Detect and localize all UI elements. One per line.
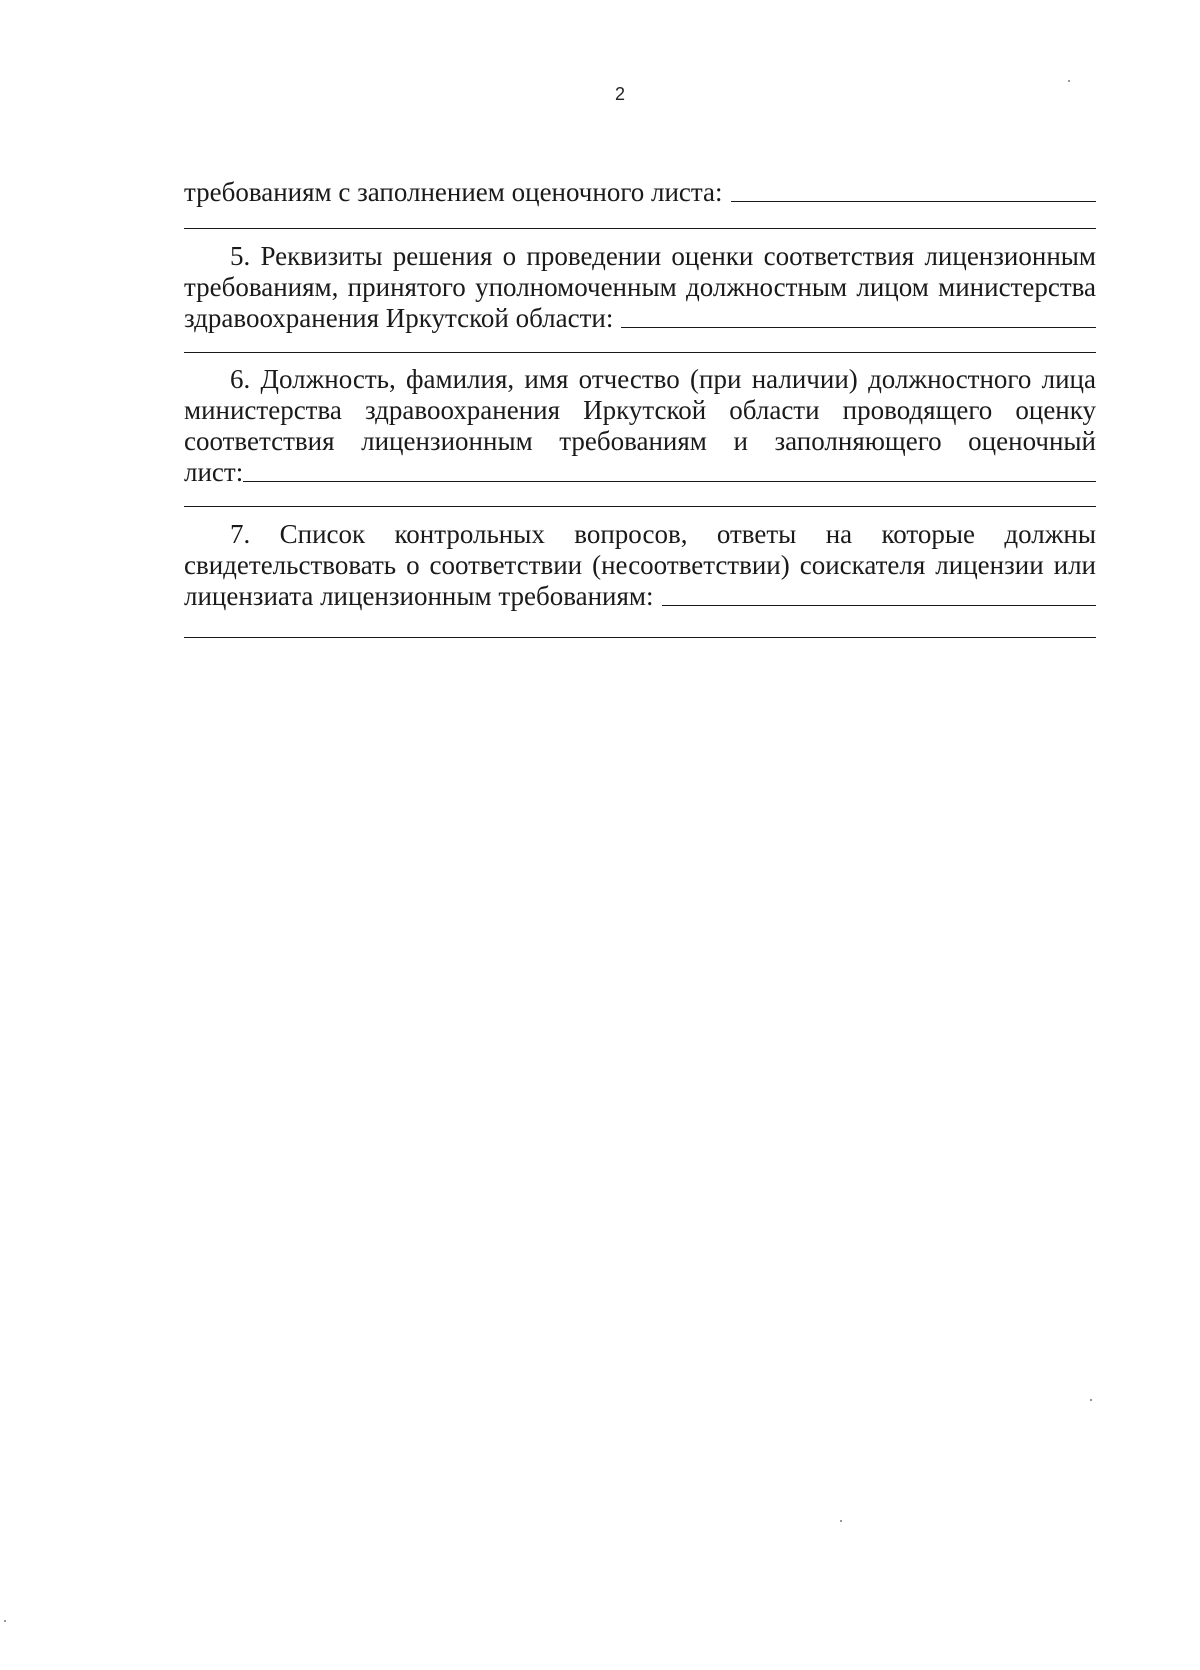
fill-in-blank <box>621 327 1096 328</box>
fill-in-rule <box>184 506 1096 507</box>
fill-in-rule <box>184 637 1096 638</box>
scan-speck <box>4 1620 6 1622</box>
fill-in-rule <box>184 352 1096 353</box>
item5-line1: 5. Реквизиты решения о проведении оценки соответствия лицензионным <box>230 241 1096 271</box>
item6-line4-text: лист: <box>184 457 244 487</box>
fill-in-blank <box>731 201 1096 202</box>
scan-speck <box>1068 80 1070 82</box>
scan-speck <box>840 1520 842 1522</box>
scan-speck <box>1090 1399 1092 1401</box>
item5-line3 <box>184 303 1096 334</box>
page-number: 2 <box>614 84 625 104</box>
item6-line4 <box>184 457 1096 488</box>
item7-line3-text: лицензиата лицензионным требованиям: <box>184 581 654 611</box>
item6-line3: соответствия лицензионным требованиям и заполняющего оценочный <box>184 426 1096 456</box>
item6-line1: 6. Должность, фамилия, имя отчество (при наличии) должностного лица <box>230 364 1096 394</box>
continuation-text: требованиям с заполнением оценочного листа: <box>184 177 723 207</box>
item7-line3 <box>184 581 1096 612</box>
item6-line2: министерства здравоохранения Иркутской области проводящего оценку <box>184 395 1096 425</box>
fill-in-blank <box>662 605 1097 606</box>
continuation-line <box>184 177 1096 208</box>
fill-in-blank <box>243 481 1096 482</box>
item7-line1: 7. Список контрольных вопросов, ответы на которые должны <box>230 519 1096 549</box>
item5-line3-text: здравоохранения Иркутской области: <box>184 303 614 333</box>
fill-in-rule <box>184 228 1096 229</box>
item5-line2: требованиям, принятого уполномоченным должностным лицом министерства <box>184 272 1096 302</box>
item7-line2: свидетельствовать о соответствии (несоответствии) соискателя лицензии или <box>184 550 1096 580</box>
